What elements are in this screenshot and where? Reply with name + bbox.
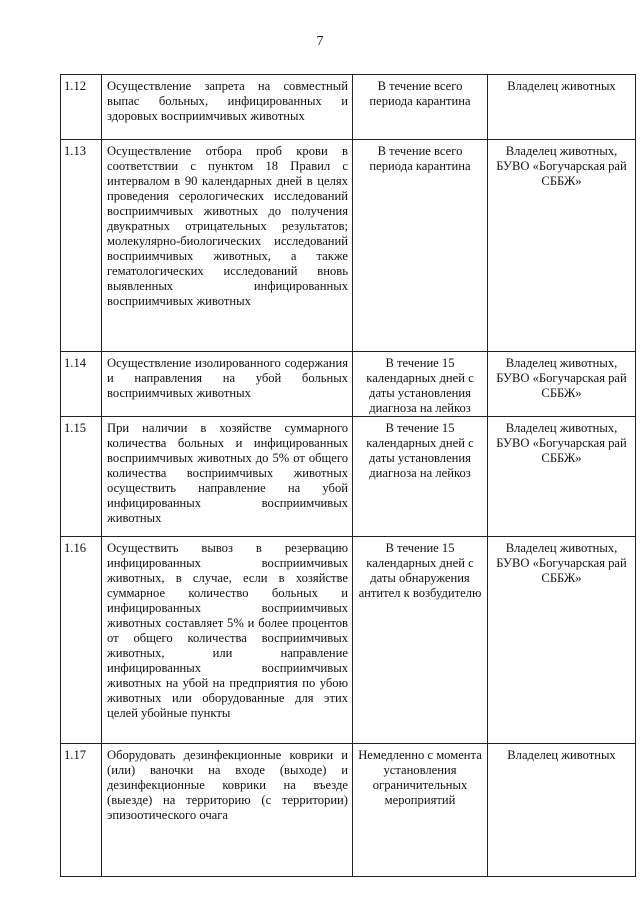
table-row [61,417,636,537]
row-number: 1.12 [61,75,102,140]
row-number: 1.13 [61,140,102,352]
table-row [61,75,636,140]
row-term: Немедленно с момента установления ограничительных мероприятий [353,744,488,877]
row-responsible: Владелец животных, БУВО «Богучарская рай СББЖ» [488,417,636,537]
row-responsible: Владелец животных, БУВО «Богучарская рай СББЖ» [488,537,636,744]
row-term: В течение 15 календарных дней с даты установления диагноза на лейкоз [353,352,488,417]
table-row [61,537,636,744]
row-term: В течение всего периода карантина [353,75,488,140]
row-action: Осуществление отбора проб крови в соответствии с пунктом 18 Правил с интервалом в 90 календарных дней в целях проведения серологических исследований восприимчивых животных до получения двукратных отрицательных результатов; молекулярно-биологических исследований восприимчивых животных, а также гематологических исследований вновь выявленных инфицированных восприимчивых животных [102,140,353,352]
row-action: При наличии в хозяйстве суммарного количества больных и инфицированных восприимчивых животных до 5% от общего количества восприимчивых животных осуществить направление на убой инфицированных восприимчивых животных [102,417,353,537]
row-term: В течение 15 календарных дней с даты установления диагноза на лейкоз [353,417,488,537]
row-responsible: Владелец животных, БУВО «Богучарская рай СББЖ» [488,352,636,417]
row-term: В течение 15 календарных дней с даты обнаружения антител к возбудителю [353,537,488,744]
row-number: 1.16 [61,537,102,744]
row-action: Оборудовать дезинфекционные коврики и (или) ваночки на входе (выходе) и дезинфекционные коврики на въезде (выезде) на территорию (с территории) эпизоотического очага [102,744,353,877]
row-responsible: Владелец животных [488,75,636,140]
row-number: 1.15 [61,417,102,537]
row-action: Осуществление изолированного содержания и направления на убой больных восприимчивых животных [102,352,353,417]
row-number: 1.17 [61,744,102,877]
row-responsible: Владелец животных [488,744,636,877]
table-row [61,744,636,877]
row-term: В течение всего периода карантина [353,140,488,352]
row-number: 1.14 [61,352,102,417]
row-action: Осуществление запрета на совместный выпас больных, инфицированных и здоровых восприимчивых животных [102,75,353,140]
table-row [61,140,636,352]
row-action: Осуществить вывоз в резервацию инфицированных восприимчивых животных, в случае, если в хозяйстве суммарное количество больных и инфицированных восприимчивых животных составляет 5% и более процентов от общего количества восприимчивых животных, или направление инфицированных восприимчивых животных на убой на предприятия по убою животных или оборудованные для этих целей убойные пункты [102,537,353,744]
table-row [61,352,636,417]
row-responsible: Владелец животных, БУВО «Богучарская рай СББЖ» [488,140,636,352]
page-number: 7 [316,34,324,49]
measures-table [60,74,636,877]
